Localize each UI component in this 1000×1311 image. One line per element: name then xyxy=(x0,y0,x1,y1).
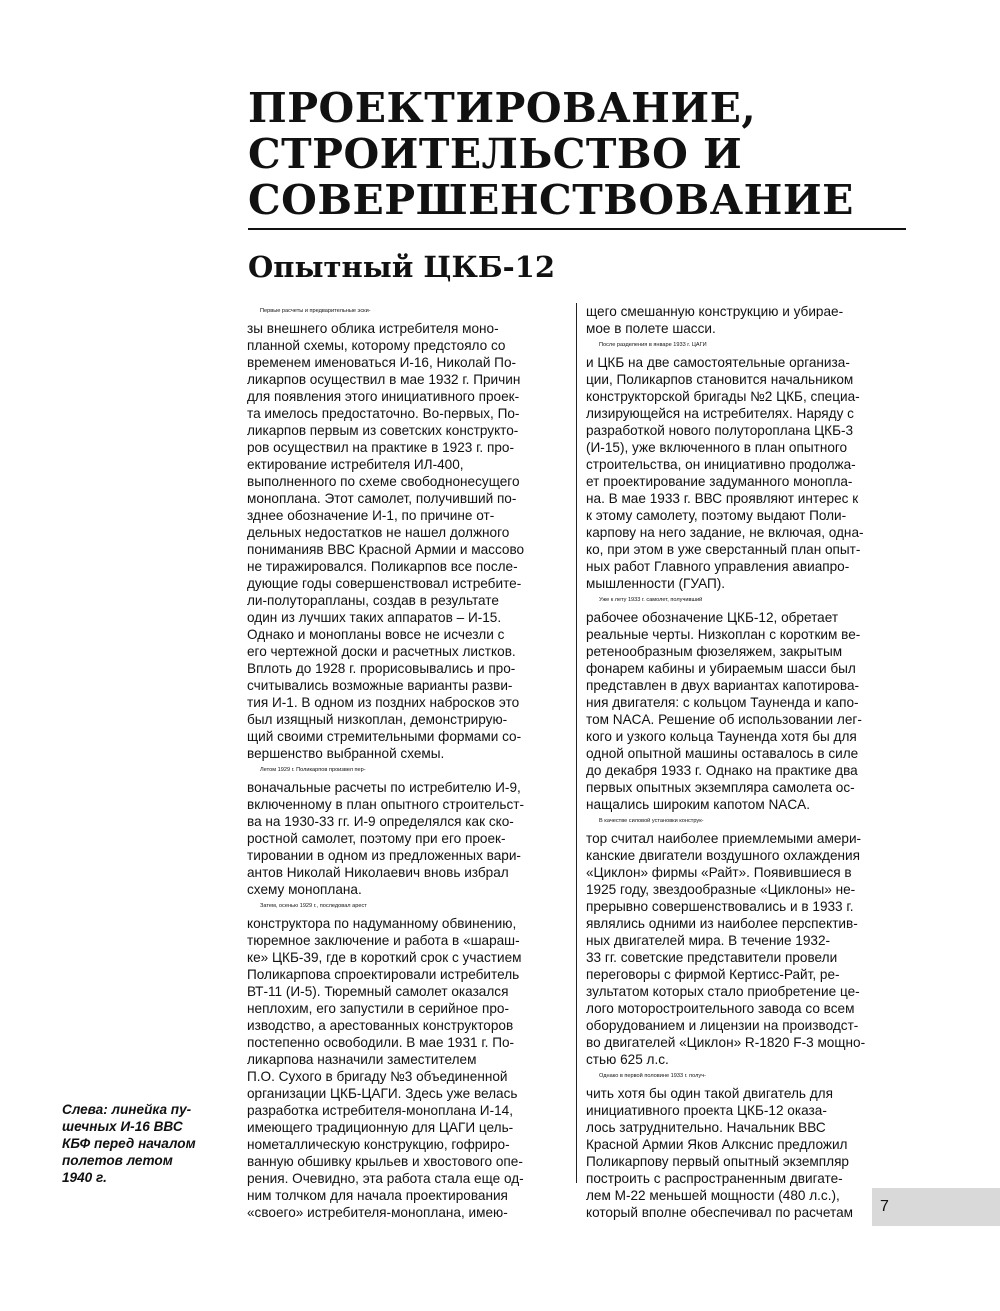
text-line: к этому самолету, поэтому выдают Поли- xyxy=(586,508,847,523)
text-line: тировании в одном из предложенных вари- xyxy=(247,848,521,863)
text-line: 33 гг. советские представители провели xyxy=(586,950,838,965)
text-line: одной опытной машины оставалось в силе xyxy=(586,746,859,761)
text-line: ции, Поликарпов становится начальником xyxy=(586,372,854,387)
text-line: во двигателей «Циклон» R-1820 F-3 мощно- xyxy=(586,1035,866,1050)
photo-caption xyxy=(62,1101,232,1186)
text-line: был изящный низкоплан, демонстрирую- xyxy=(247,712,508,727)
text-line: ликарпова назначили заместителем xyxy=(247,1052,477,1067)
text-line: Летом 1929 г. Поликарпов произвел пер- xyxy=(260,767,366,773)
text-line: разработка истребителя-моноплана И-14, xyxy=(247,1103,514,1118)
text-line: щий своими стремительными формами со- xyxy=(247,729,522,744)
text-line: реальные черты. Низкоплан с коротким ве- xyxy=(586,627,861,642)
text-line: стью 625 л.с. xyxy=(586,1052,669,1067)
text-line: ров осуществил на практике в 1923 г. про- xyxy=(247,440,514,455)
text-line: зультатом которых стало приобретение це- xyxy=(586,984,860,999)
text-line: Однако и монопланы вовсе не исчезли с xyxy=(247,627,505,642)
text-line: переговоры с фирмой Кертисс-Райт, ре- xyxy=(586,967,840,982)
text-line: оборудованием и лицензии на производст- xyxy=(586,1018,859,1033)
caption-line: шечных И-16 ВВС xyxy=(62,1119,183,1134)
text-line: ных двигателей мира. В течение 1932- xyxy=(586,933,831,948)
text-line: Красной Армии Яков Алкснис предложил xyxy=(586,1137,848,1152)
text-line: «своего» истребителя-моноплана, имею- xyxy=(247,1205,508,1220)
text-line: ния двигателя: с кольцом Тауненда и капо- xyxy=(586,695,859,710)
text-line: конструкторской бригады №2 ЦКБ, специа- xyxy=(586,389,860,404)
text-line: Затем, осенью 1929 г., последовал арест xyxy=(260,903,367,909)
text-line: дельных недостатков не нашел должного xyxy=(247,525,510,540)
column-divider xyxy=(576,303,577,1183)
text-line: нащались широким капотом NACA. xyxy=(586,797,811,812)
text-line: тор считал наиболее приемлемыми амери- xyxy=(586,831,862,846)
text-line: ликарпов первым из советских конструкто- xyxy=(247,423,519,438)
text-line: ко, при этом в уже сверстанный план опыт- xyxy=(586,542,861,557)
text-line: инициативного проекта ЦКБ-12 оказа- xyxy=(586,1103,827,1118)
chapter-title-line: СТРОИТЕЛЬСТВО И xyxy=(248,130,743,178)
text-line: первых опытных экземпляра самолета ос- xyxy=(586,780,855,795)
text-column-right xyxy=(586,303,906,1221)
text-line: Поликарпову первый опытный экземпляр xyxy=(586,1154,849,1169)
text-line: который вполне обеспечивал по расчетам xyxy=(586,1205,853,1220)
text-line: Первые расчеты и предварительные эски- xyxy=(260,308,371,314)
text-line: лизирующейся на истребителях. Наряду с xyxy=(586,406,854,421)
text-line: ных работ Главного управления авиапро- xyxy=(586,559,850,574)
text-line: лем М-22 меньшей мощности (480 л.с.), xyxy=(586,1188,840,1203)
text-line: воначальные расчеты по истребителю И-9, xyxy=(247,780,521,795)
text-line: В качестве силовой установки конструк- xyxy=(599,818,704,824)
chapter-title-line: ПРОЕКТИРОВАНИЕ, xyxy=(248,84,757,132)
text-line: считывались возможные варианты разви- xyxy=(247,678,513,693)
text-line: до декабря 1933 г. Однако на практике два xyxy=(586,763,858,778)
text-line: ретенообразным фюзеляжем, закрытым xyxy=(586,644,843,659)
text-line: зы внешнего облика истребителя моно- xyxy=(247,321,499,336)
text-line: мышленности (ГУАП). xyxy=(586,576,726,591)
text-line: Поликарпова спроектировали истребитель xyxy=(247,967,520,982)
text-line: ликарпов осуществил в мае 1932 г. Причин xyxy=(247,372,521,387)
text-line: ке» ЦКБ-39, где в короткий срок с участием xyxy=(247,950,522,965)
text-line: ним толчком для начала проектирования xyxy=(247,1188,508,1203)
text-line: пониманияв ВВС Красной Армии и массово xyxy=(247,542,525,557)
text-line: мое в полете шасси. xyxy=(586,321,716,336)
title-underline-rule xyxy=(248,228,906,230)
text-line: П.О. Сухого в бригаду №3 объединенной xyxy=(247,1069,508,1084)
text-line: 1925 году, звездообразные «Циклоны» не- xyxy=(586,882,856,897)
text-line: ли-полуторапланы, создав в результате xyxy=(247,593,499,608)
text-line: не тиражировался. Поликарпов все после- xyxy=(247,559,518,574)
text-line: лось затруднительно. Начальник ВВС xyxy=(586,1120,826,1135)
text-line: Уже к лету 1933 г. самолет, получивший xyxy=(599,597,703,603)
text-line: ВТ-11 (И-5). Тюремный самолет оказался xyxy=(247,984,509,999)
text-line: ростной самолет, поэтому при его проек- xyxy=(247,831,506,846)
chapter-title-line: СОВЕРШЕНСТВОВАНИЕ xyxy=(248,176,854,224)
text-line: ектирование истребителя ИЛ-400, xyxy=(247,457,464,472)
text-line: Однако в первой половине 1933 г. получ- xyxy=(599,1073,706,1079)
text-line: включенному в план опытного строительст- xyxy=(247,797,525,812)
text-line: (И-15), уже включенного в план опытного xyxy=(586,440,848,455)
section-title: Опытный ЦКБ-12 xyxy=(248,250,556,284)
text-line: его чертежной доски и расчетных листков. xyxy=(247,644,516,659)
text-line: рабочее обозначение ЦКБ-12, обретает xyxy=(586,610,839,625)
text-line: вершенство выбранной схемы. xyxy=(247,746,445,761)
text-line: являлись одними из наиболее перспектив- xyxy=(586,916,858,931)
text-line: зднее обозначение И-1, по причине от- xyxy=(247,508,495,523)
text-line: нометаллическую конструкцию, гофриро- xyxy=(247,1137,510,1152)
text-line: том NACA. Решение об использовании лег- xyxy=(586,712,862,727)
caption-line: полетов летом xyxy=(62,1153,173,1168)
text-line: моноплана. Этот самолет, получивший по- xyxy=(247,491,517,506)
caption-line: Слева: линейка пу- xyxy=(62,1102,192,1117)
text-line: один из лучших таких аппаратов – И-15. xyxy=(247,610,502,625)
caption-line: КБФ перед началом xyxy=(62,1136,196,1151)
text-line: изводство, а арестованных конструкторов xyxy=(247,1018,514,1033)
text-line: имеющего традиционную для ЦАГИ цель- xyxy=(247,1120,514,1135)
text-line: строительства, он инициативно продолжа- xyxy=(586,457,856,472)
text-line: выполненного по схеме свободнонесущего xyxy=(247,474,520,489)
text-line: планной схемы, которому предстояло со xyxy=(247,338,506,353)
text-column-left xyxy=(247,303,567,1221)
text-line: и ЦКБ на две самостоятельные организа- xyxy=(586,355,850,370)
page-number: 7 xyxy=(880,1198,889,1215)
text-line: построить с распространенным двигате- xyxy=(586,1171,843,1186)
text-line: организации ЦКБ-ЦАГИ. Здесь уже велась xyxy=(247,1086,518,1101)
text-line: карпову на него задание, не включая, одна- xyxy=(586,525,864,540)
text-line: После разделения в январе 1933 г. ЦАГИ xyxy=(599,342,707,348)
text-line: тия И-1. В одном из поздних набросков это xyxy=(247,695,520,710)
chapter-title xyxy=(248,85,908,223)
text-line: конструктора по надуманному обвинению, xyxy=(247,916,517,931)
text-line: представлен в двух вариантах капотирова- xyxy=(586,678,860,693)
text-line: щего смешанную конструкцию и убирае- xyxy=(586,304,844,319)
text-line: ва на 1930-33 гг. И-9 определялся как ско- xyxy=(247,814,514,829)
text-line: рения. Очевидно, эта работа стала еще од- xyxy=(247,1171,524,1186)
text-line: разработкой нового полутороплана ЦКБ-3 xyxy=(586,423,854,438)
text-line: та имелось предостаточно. Во-первых, По- xyxy=(247,406,520,421)
text-line: ет проектирование задуманного монопла- xyxy=(586,474,853,489)
text-line: прерывно совершенствовались и в 1933 г. xyxy=(586,899,854,914)
page-number-tab xyxy=(872,1188,1000,1226)
text-line: антов Николай Николаевич вновь избрал xyxy=(247,865,509,880)
text-line: «Циклон» фирмы «Райт». Появившиеся в xyxy=(586,865,852,880)
text-line: схему моноплана. xyxy=(247,882,362,897)
text-line: ванную обшивку крыльев и хвостового опе- xyxy=(247,1154,523,1169)
text-line: неплохим, его запустили в серийное про- xyxy=(247,1001,509,1016)
text-line: постепенно освободили. В мае 1931 г. По- xyxy=(247,1035,515,1050)
text-line: дующие годы совершенствовал истребите- xyxy=(247,576,522,591)
text-line: временем именоваться И-16, Николай По- xyxy=(247,355,517,370)
text-line: для появления этого инициативного проек- xyxy=(247,389,520,404)
caption-line: 1940 г. xyxy=(62,1170,107,1185)
text-line: канские двигатели воздушного охлаждения xyxy=(586,848,860,863)
text-line: Вплоть до 1928 г. прорисовывались и про- xyxy=(247,661,516,676)
text-line: фонарем кабины и убираемым шасси был xyxy=(586,661,856,676)
text-line: на. В мае 1933 г. ВВС проявляют интерес к xyxy=(586,491,859,506)
text-line: лого моторостроительного завода со всем xyxy=(586,1001,855,1016)
text-line: чить хотя бы один такой двигатель для xyxy=(586,1086,833,1101)
text-line: тюремное заключение и работа в «шараш- xyxy=(247,933,520,948)
text-line: кого и узкого кольца Тауненда хотя бы для xyxy=(586,729,857,744)
